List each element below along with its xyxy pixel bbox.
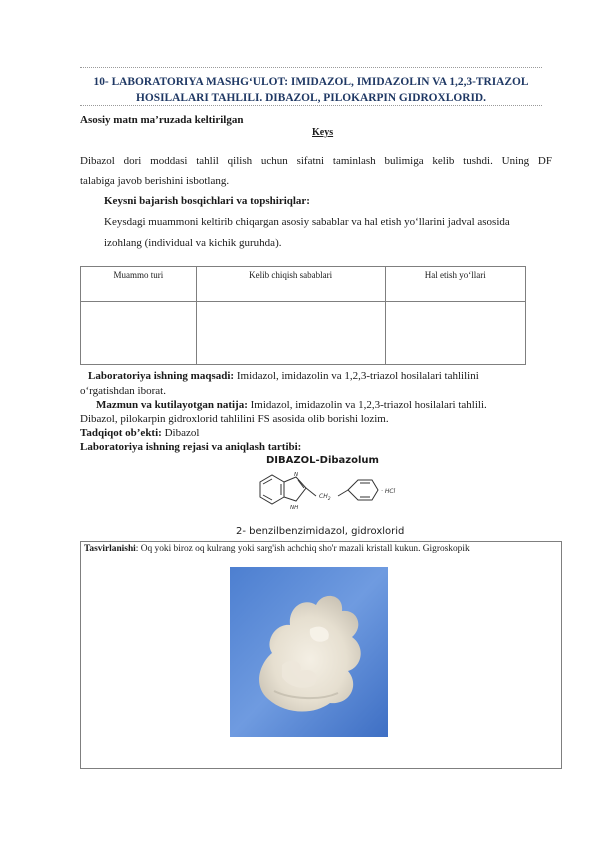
lab-object-line [80, 427, 199, 439]
task-line-2: izohlang (individual va kichik guruhda). [104, 237, 282, 249]
title-line-1: 10- LABORATORIYA MASHG‘ULOT: IMIDAZOL, IMIDAZOLIN VA 1,2,3-TRIAZOL [93, 76, 529, 88]
description-line [84, 544, 470, 554]
main-text-note: Asosiy matn ma’ruzada keltirilgan [80, 114, 244, 126]
atom-n-label: N [294, 472, 299, 478]
compound-name: 2- benzilbenzimidazol, gidroxlorid [236, 526, 405, 537]
lab-purpose-text-1: Imidazol, imidazolin va 1,2,3-triazol hosilalari tahlilini [234, 370, 479, 382]
ch2-label [319, 493, 331, 502]
case-paragraph-line-1: Dibazol dori moddasi tahlil qilish uchun sifatni taminlash bulimiga kelib tushdi. Uning DF [80, 155, 552, 167]
lab-content-text-2: Dibazol, pilokarpin gidroxlorid tahlilini FS asosida olib borishi lozim. [80, 413, 389, 425]
table-header-solutions: Hal etish yo‘llari [385, 267, 525, 302]
lab-content-label: Mazmun va kutilayotgan natija: [96, 399, 248, 411]
task-line-1: Keysdagi muammoni keltirib chiqargan asosiy sabablar va hal etish yo‘llarini jadval asosida [104, 216, 510, 228]
atom-nh-label: NH [290, 505, 299, 511]
keys-heading: Keys [312, 127, 334, 138]
lab-object-text: Dibazol [161, 427, 200, 439]
keys-table [80, 266, 526, 365]
imidazole-ring [284, 477, 306, 501]
hcl-label: · HCl [381, 488, 396, 495]
title-line-2: HOSILALARI TAHLILI. DIBAZOL, PILOKARPIN GIDROXLORID. [136, 92, 486, 104]
lab-purpose-text-2: o‘rgatishdan iborat. [80, 385, 166, 397]
lab-content-line-1 [96, 399, 552, 411]
lab-object-label: Tadqiqot ob’ekti: [80, 427, 162, 439]
table-cell-solutions [385, 302, 525, 365]
table-cell-causes [196, 302, 385, 365]
title-bottom-rule [80, 105, 542, 106]
table-header-problem-type: Muammo turi [81, 267, 197, 302]
ch2-subscript: 2 [327, 497, 331, 502]
dibazol-structure [250, 468, 415, 516]
ch2-text: CH [319, 493, 328, 500]
lab-plan-label: Laboratoriya ishning rejasi va aniqlash tartibi: [80, 441, 302, 453]
dibazol-powder-photo [230, 567, 388, 737]
description-label: Tasvirlanishi [84, 544, 136, 554]
compound-heading: DIBAZOL-Dibazolum [266, 455, 379, 466]
table-cell-problem-type [81, 302, 197, 365]
lab-purpose-label: Laboratoriya ishning maqsadi: [88, 370, 235, 382]
case-paragraph-line-2: talabiga javob berishini isbotlang. [80, 175, 230, 187]
title-top-rule [80, 67, 542, 68]
page-title [80, 74, 542, 106]
description-text: : Oq yoki biroz oq kulrang yoki sarg'ish achchiq sho'r mazali kristall kukun. Gigroskopik [135, 544, 470, 554]
bond-phenyl [338, 490, 348, 496]
steps-heading: Keysni bajarish bosqichlari va topshiriqlar: [104, 195, 310, 207]
bond-ch2 [306, 488, 316, 496]
lab-purpose-line-1 [88, 370, 552, 382]
table-header-causes: Kelib chiqish sabablari [196, 267, 385, 302]
lab-content-text-1: Imidazol, imidazolin va 1,2,3-triazol hosilalari tahlili. [247, 399, 487, 411]
